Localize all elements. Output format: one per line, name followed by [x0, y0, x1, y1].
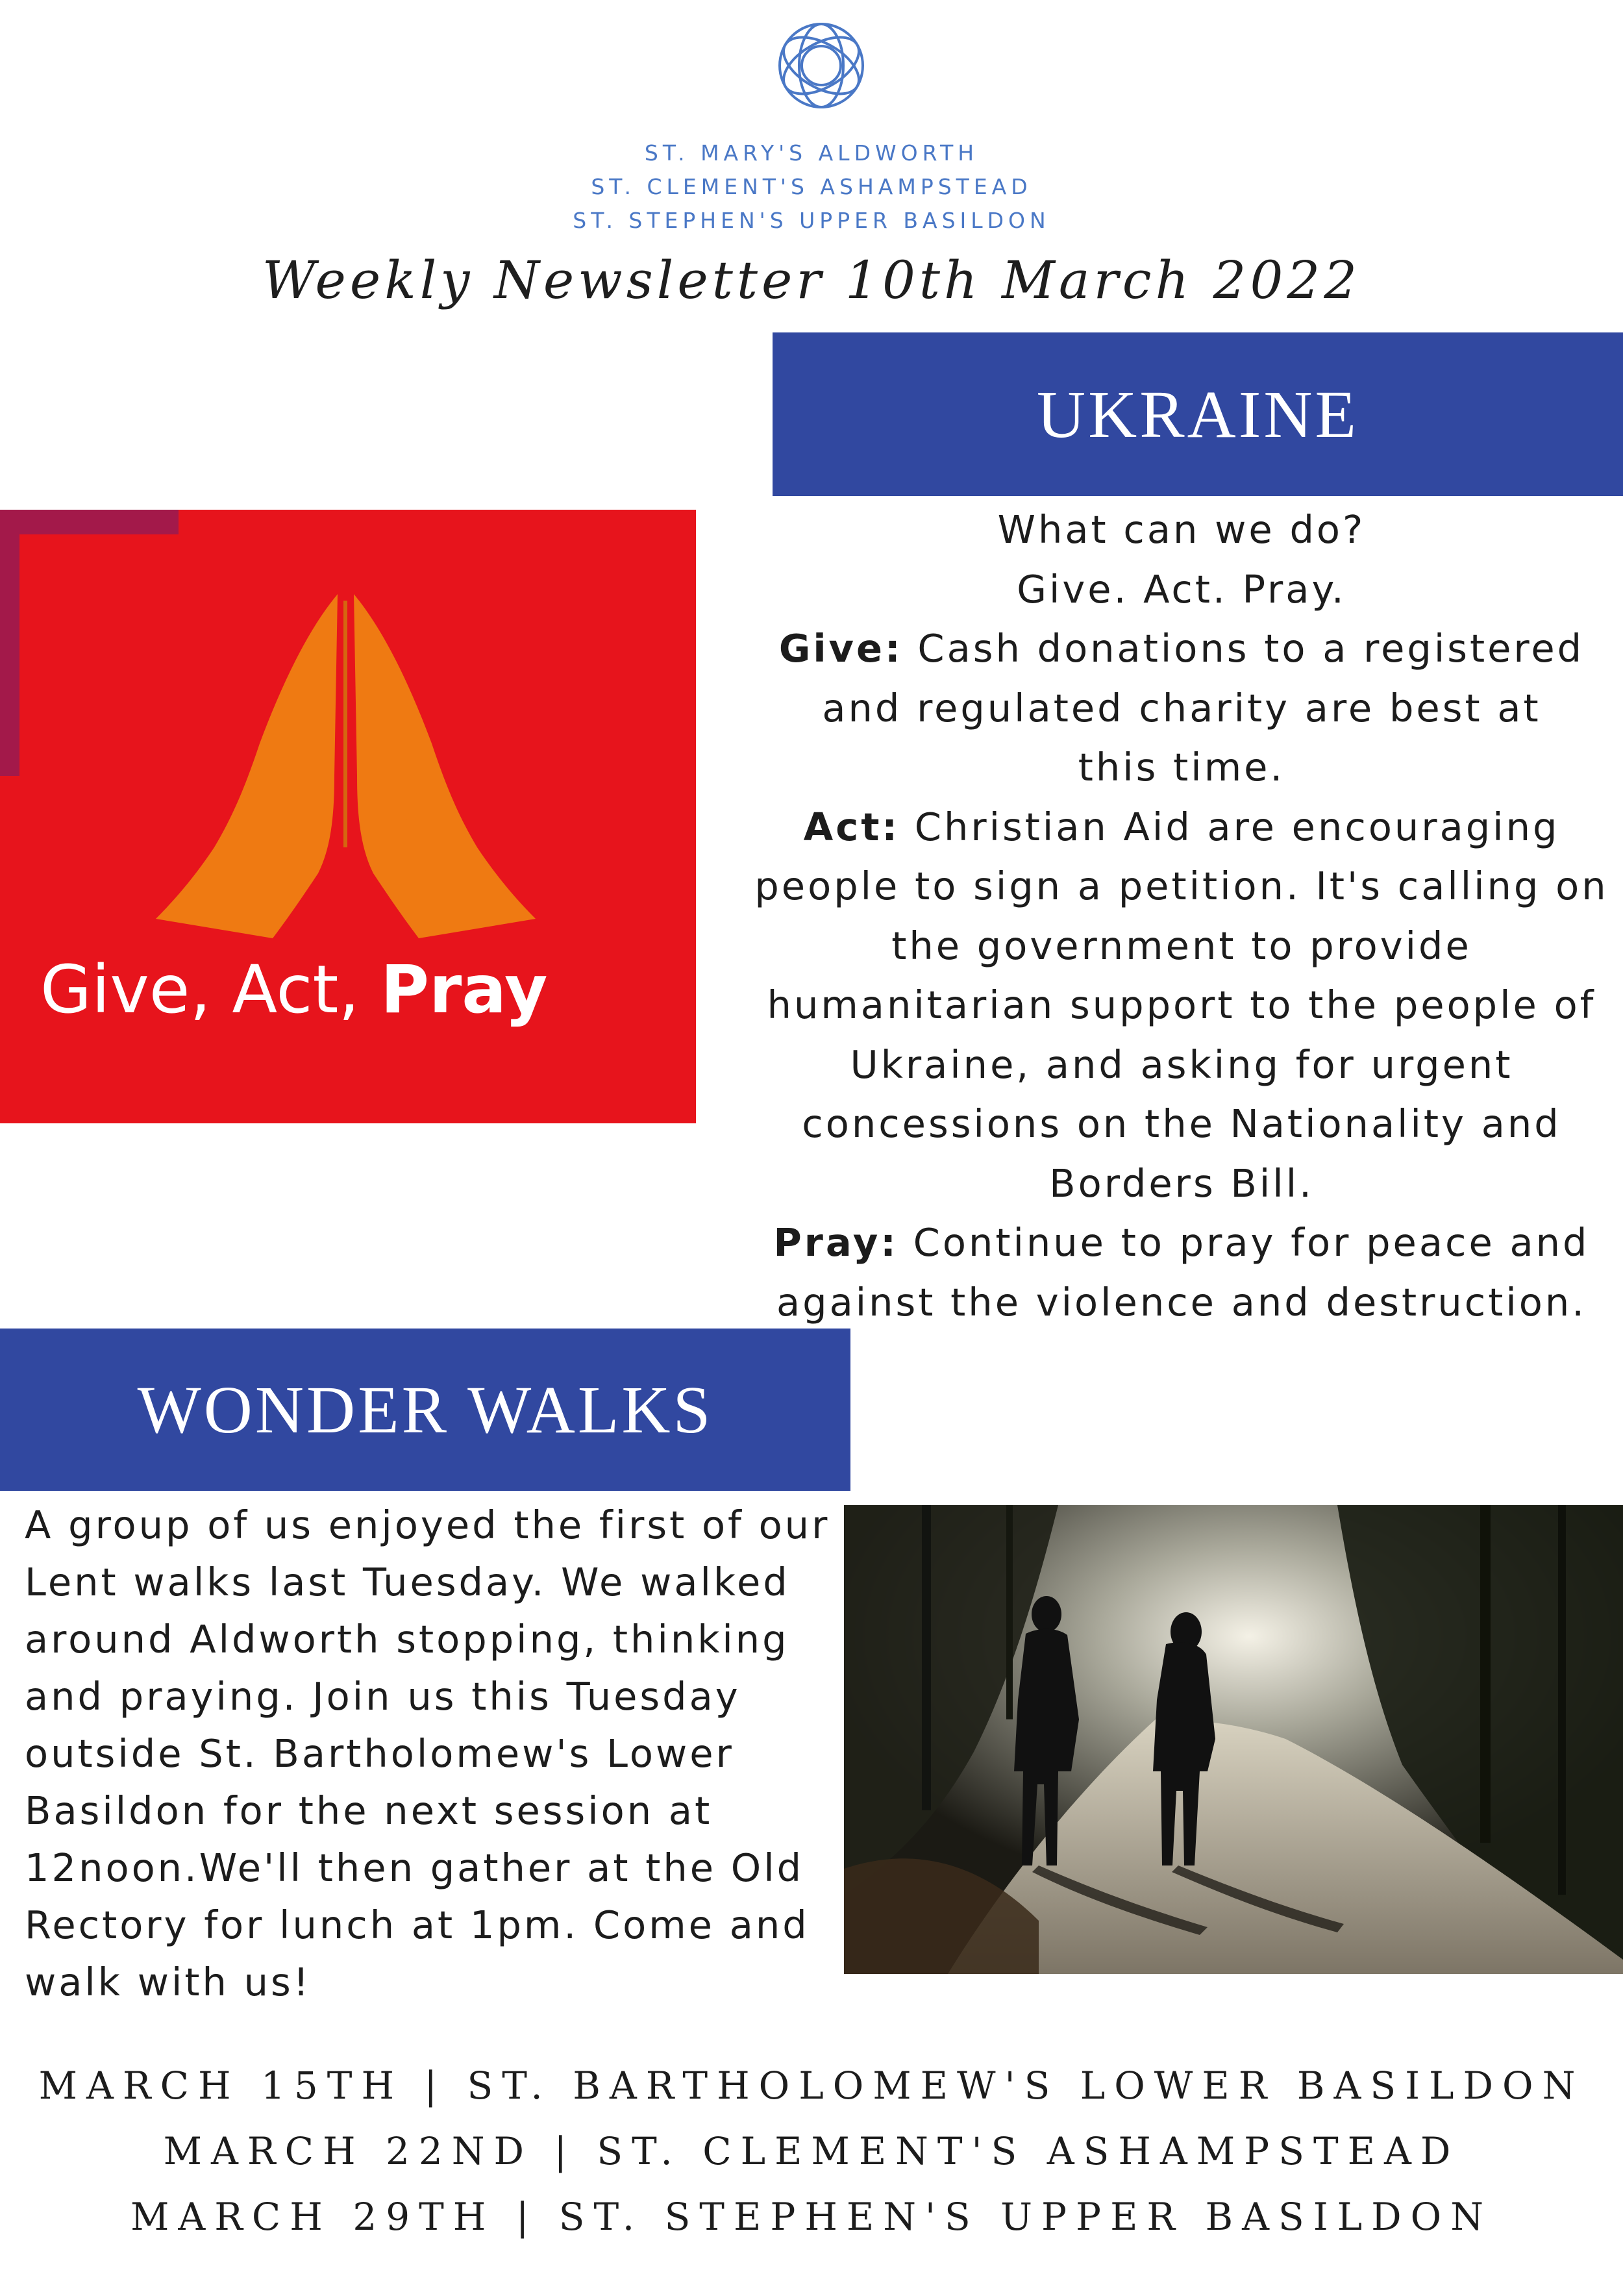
body-line: A group of us enjoyed the first of our: [25, 1503, 830, 1547]
two-people-walking-woodland-path-photo: [844, 1505, 1623, 1974]
body-line: [740, 1213, 1623, 1273]
body-line: Ukraine, and asking for urgent: [850, 1042, 1513, 1087]
body-line: Lent walks last Tuesday. We walked: [25, 1560, 790, 1604]
wonder-walks-heading: WONDER WALKS: [0, 1329, 850, 1491]
body-line: [740, 797, 1623, 857]
body-text: Christian Aid are encouraging: [900, 804, 1560, 849]
body-line: people to sign a petition. It's calling on: [754, 864, 1609, 908]
interlocking-circles-logo-icon: [773, 17, 870, 114]
parish-list: [0, 136, 1623, 238]
body-text: Cash donations to a registered: [902, 626, 1585, 671]
parish-name: ST. MARY'S ALDWORTH: [644, 140, 979, 166]
caption-bold-text: Pray: [380, 951, 548, 1029]
pray-label: Pray:: [773, 1220, 898, 1265]
newsletter-title: Weekly Newsletter 10th March 2022: [262, 250, 1361, 310]
ukraine-heading: UKRAINE: [773, 332, 1623, 496]
body-text: Continue to pray for peace and: [898, 1220, 1590, 1265]
ukraine-body: [740, 500, 1623, 1332]
body-line: outside St. Bartholomew's Lower: [25, 1731, 734, 1776]
give-label: Give:: [778, 626, 903, 671]
caption-text: Give, Act,: [40, 951, 381, 1029]
body-line: Basildon for the next session at: [25, 1788, 713, 1833]
body-line: around Aldworth stopping, thinking: [25, 1617, 789, 1662]
wonder-walks-body: [25, 1497, 843, 2011]
body-line: the government to provide: [891, 923, 1472, 968]
walk-date: MARCH 29TH | ST. STEPHEN'S UPPER BASILDON: [130, 2195, 1493, 2239]
body-line: Rectory for lunch at 1pm. Come and: [25, 1903, 810, 1947]
act-label: Act:: [803, 804, 900, 849]
body-line: this time.: [1078, 745, 1285, 790]
body-line: against the violence and destruction.: [776, 1279, 1587, 1325]
parish-name: ST. CLEMENT'S ASHAMPSTEAD: [591, 174, 1032, 199]
walk-dates: [0, 2053, 1623, 2250]
image-caption: [40, 951, 548, 1029]
body-line: and regulated charity are best at: [822, 685, 1541, 730]
body-line: walk with us!: [25, 1960, 312, 2004]
walk-date: MARCH 15TH | ST. BARTHOLOMEW'S LOWER BASILDON: [38, 2064, 1585, 2108]
body-line: and praying. Join us this Tuesday: [25, 1674, 741, 1719]
body-line: [740, 619, 1623, 679]
praying-hands-icon: [0, 510, 696, 1123]
body-line: concessions on the Nationality and: [802, 1101, 1561, 1146]
walk-date: MARCH 22ND | ST. CLEMENT'S ASHAMPSTEAD: [163, 2129, 1460, 2173]
give-act-pray-image: [0, 510, 696, 1123]
body-line: 12noon.We'll then gather at the Old: [25, 1845, 804, 1890]
body-line: Give. Act. Pray.: [1017, 566, 1346, 612]
body-line: humanitarian support to the people of: [767, 982, 1596, 1027]
body-line: What can we do?: [997, 507, 1366, 552]
parish-name: ST. STEPHEN'S UPPER BASILDON: [573, 208, 1050, 233]
body-line: Borders Bill.: [1049, 1160, 1314, 1206]
